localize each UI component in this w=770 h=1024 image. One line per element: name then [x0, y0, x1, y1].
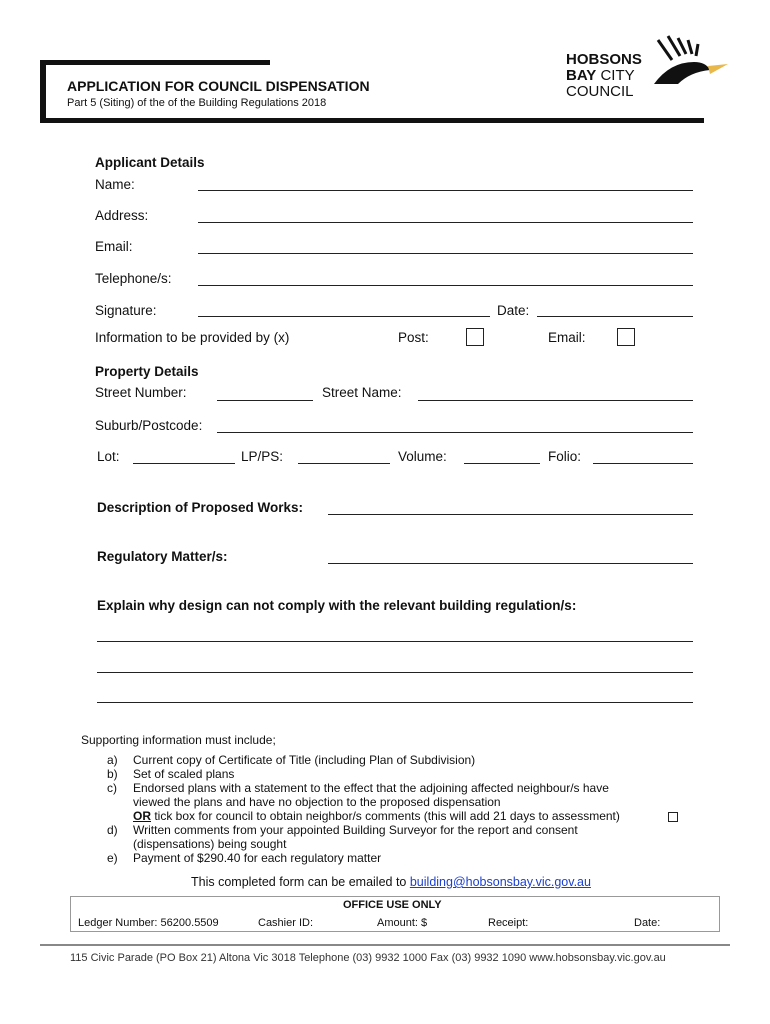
- folio-label: Folio:: [548, 449, 582, 464]
- footer-address: 115 Civic Parade (PO Box 21) Altona Vic 3018 Telephone (03) 9932 1000 Fax (03) 9932 1090 www.hobsonsbay.vic.gov.au: [70, 952, 666, 964]
- header-frame-left: [40, 60, 46, 123]
- explain-label: Explain why design can not comply with the relevant building regulation/s:: [97, 598, 577, 613]
- info-provided-by-label: Information to be provided by (x): [95, 330, 290, 345]
- regulatory-matter-field[interactable]: [328, 563, 693, 564]
- header-frame-bottom: [40, 118, 704, 123]
- telephone-field[interactable]: [198, 285, 693, 286]
- email-link[interactable]: building@hobsonsbay.vic.gov.au: [409, 875, 591, 889]
- description-works-label: Description of Proposed Works:: [97, 500, 304, 515]
- email-field[interactable]: [198, 253, 693, 254]
- regulatory-matter-label: Regulatory Matter/s:: [97, 549, 228, 564]
- post-checkbox[interactable]: [466, 328, 484, 346]
- volume-field[interactable]: [464, 463, 540, 464]
- list-item: d) Written comments from your appointed Building Surveyor for the report and consent (dispensations) being sought: [107, 823, 578, 851]
- footer-rule: [40, 944, 730, 946]
- logo-city: CITY: [600, 67, 635, 84]
- email-note: This completed form can be emailed to building@hobsonsbay.vic.gov.au: [191, 875, 591, 889]
- volume-label: Volume:: [398, 449, 447, 464]
- explain-line-3[interactable]: [97, 702, 693, 703]
- folio-field[interactable]: [593, 463, 693, 464]
- office-use-heading: OFFICE USE ONLY: [343, 899, 442, 911]
- list-item: b) Set of scaled plans: [107, 767, 235, 781]
- ledger-number: Ledger Number: 56200.5509: [78, 917, 219, 929]
- form-subtitle: Part 5 (Siting) of the of the Building Regulations 2018: [67, 97, 327, 109]
- telephone-label: Telephone/s:: [95, 271, 172, 286]
- applicant-details-heading: Applicant Details: [95, 155, 205, 170]
- form-title: APPLICATION FOR COUNCIL DISPENSATION: [67, 78, 370, 94]
- lpps-field[interactable]: [298, 463, 390, 464]
- property-details-heading: Property Details: [95, 364, 199, 379]
- explain-line-2[interactable]: [97, 672, 693, 673]
- name-label: Name:: [95, 177, 135, 192]
- logo-hobsons: HOBSONS: [566, 51, 642, 68]
- date-field[interactable]: [537, 316, 693, 317]
- email-label: Email:: [95, 239, 133, 254]
- supporting-intro: Supporting information must include;: [81, 733, 276, 747]
- suburb-postcode-label: Suburb/Postcode:: [95, 418, 203, 433]
- list-item: c) Endorsed plans with a statement to the effect that the adjoining affected neighbour/s have viewed the plans and have no objection to the proposed dispensation OR tick box for council to obtain neighbor/s comments (this will add 21 days to assessment): [107, 781, 620, 823]
- date-label: Date:: [497, 303, 530, 318]
- amount-label: Amount: $: [377, 917, 428, 929]
- email-checkbox[interactable]: [617, 328, 635, 346]
- bird-logo-icon: [650, 32, 730, 92]
- street-number-field[interactable]: [217, 400, 313, 401]
- supporting-list: [81, 753, 701, 865]
- email-option-label: Email:: [548, 330, 586, 345]
- header-frame-top: [40, 60, 270, 65]
- office-date-label: Date:: [634, 917, 661, 929]
- lot-field[interactable]: [133, 463, 235, 464]
- street-name-label: Street Name:: [322, 385, 402, 400]
- lot-label: Lot:: [97, 449, 120, 464]
- list-item: e) Payment of $290.40 for each regulatory matter: [107, 851, 382, 865]
- receipt-label: Receipt:: [488, 917, 529, 929]
- street-number-label: Street Number:: [95, 385, 187, 400]
- address-label: Address:: [95, 208, 149, 223]
- logo-council: COUNCIL: [566, 83, 634, 100]
- post-label: Post:: [398, 330, 429, 345]
- address-field[interactable]: [198, 222, 693, 223]
- signature-field[interactable]: [198, 316, 490, 317]
- name-field[interactable]: [198, 190, 693, 191]
- list-item: a) Current copy of Certificate of Title (including Plan of Subdivision): [107, 753, 476, 767]
- cashier-id-label: Cashier ID:: [258, 917, 314, 929]
- suburb-postcode-field[interactable]: [217, 432, 693, 433]
- explain-line-1[interactable]: [97, 641, 693, 642]
- logo-bay: BAY: [566, 67, 597, 84]
- neighbor-comments-checkbox[interactable]: [668, 812, 678, 822]
- lpps-label: LP/PS:: [241, 449, 284, 464]
- description-works-field[interactable]: [328, 514, 693, 515]
- street-name-field[interactable]: [418, 400, 693, 401]
- signature-label: Signature:: [95, 303, 157, 318]
